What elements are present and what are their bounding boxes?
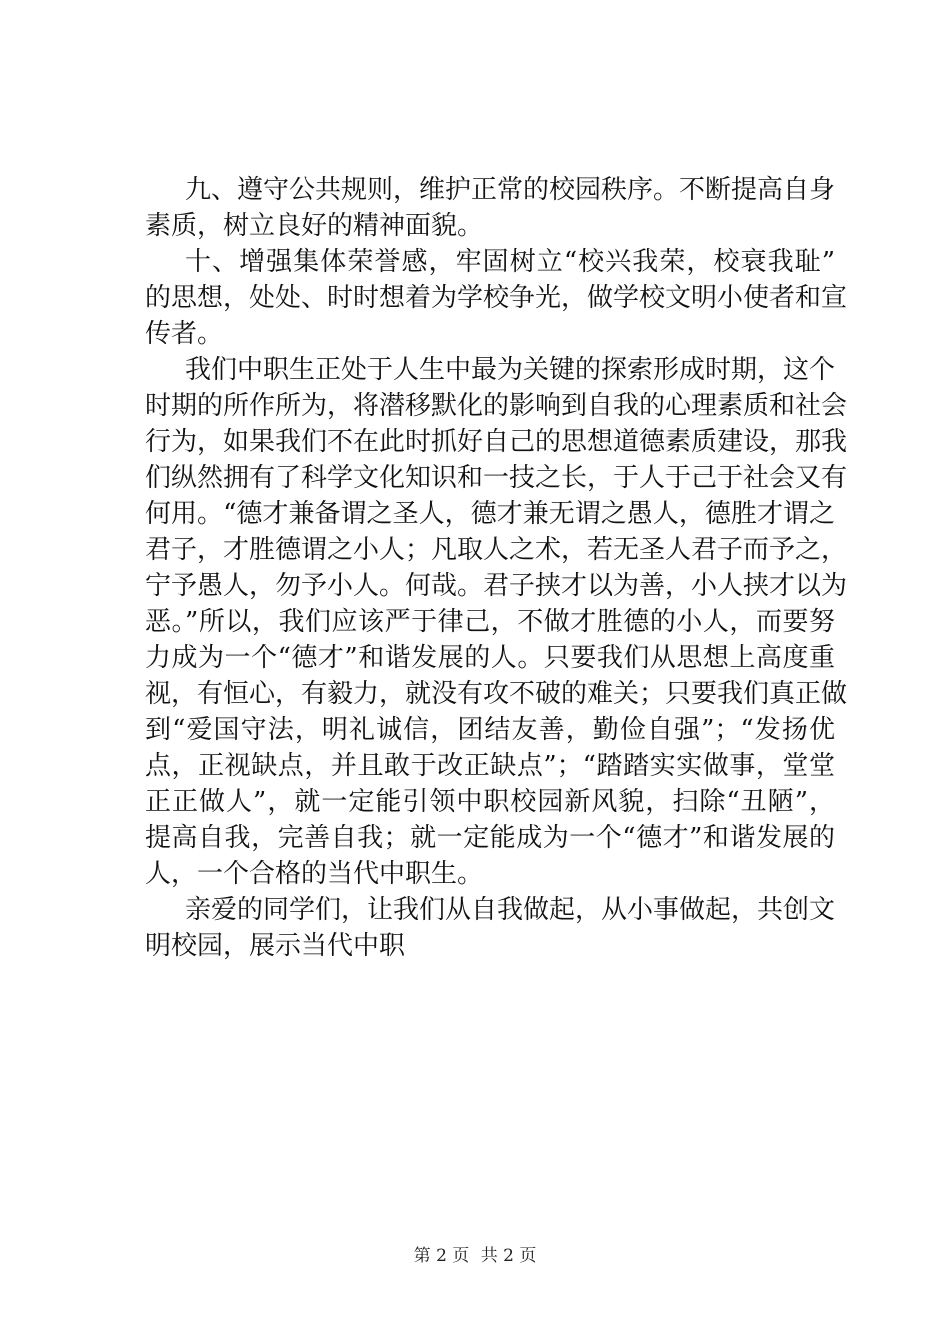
paragraph-rule-ten [145,244,848,352]
text-line: 十、增强集体荣誉感，牢固树立“校兴我荣，校衰我耻” [185,247,835,277]
document-body [145,172,848,964]
text-line: 到“爱国守法，明礼诚信，团结友善，勤俭自强”；“发扬优 [145,715,835,745]
text-line: 人，一个合格的当代中职生。 [145,859,484,889]
text-line: 提高自我，完善自我；就一定能成为一个“德才”和谐发展的 [145,823,835,853]
text-line: 时期的所作所为，将潜移默化的影响到自我的心理素质和社会 [145,391,848,421]
text-line: 亲爱的同学们，让我们从自我做起，从小事做起，共创文 [185,895,836,925]
text-line: 我们中职生正处于人生中最为关键的探索形成时期，这个 [185,355,836,385]
text-line: 素质，树立良好的精神面貌。 [145,211,484,241]
text-line: 恶。”所以，我们应该严于律己，不做才胜德的小人，而要努 [145,607,835,637]
text-line: 力成为一个“德才”和谐发展的人。只要我们从思想上高度重 [145,643,835,673]
text-line: 明校园，展示当代中职 [145,931,406,961]
text-line: 行为，如果我们不在此时抓好自己的思想道德素质建设，那我 [145,427,848,457]
text-line: 视，有恒心，有毅力，就没有攻不破的难关；只要我们真正做 [145,679,848,709]
paragraph-main [145,352,848,892]
text-line: 正正做人”，就一定能引领中职校园新风貌，扫除“丑陋”， [145,787,835,817]
page-footer [0,1244,950,1268]
text-line: 君子，才胜德谓之小人；凡取人之术，若无圣人君子而予之， [145,535,848,565]
text-line: 何用。“德才兼备谓之圣人，德才兼无谓之愚人，德胜才谓之 [145,499,835,529]
text-line: 传者。 [145,319,224,349]
page-number: 第 2 页 [413,1246,470,1266]
text-line: 九、遵守公共规则，维护正常的校园秩序。不断提高自身 [185,175,836,205]
text-line: 的思想，处处、时时想着为学校争光，做学校文明小使者和宣 [145,283,848,313]
text-line: 宁予愚人，勿予小人。何哉。君子挟才以为善，小人挟才以为 [145,571,848,601]
text-line: 点，正视缺点，并且敢于改正缺点”；“踏踏实实做事，堂堂 [145,751,835,781]
paragraph-closing [145,892,835,964]
paragraph-rule-nine [145,172,835,244]
text-line: 们纵然拥有了科学文化知识和一技之长，于人于己于社会又有 [145,463,848,493]
page-total: 共 2 页 [480,1246,537,1266]
